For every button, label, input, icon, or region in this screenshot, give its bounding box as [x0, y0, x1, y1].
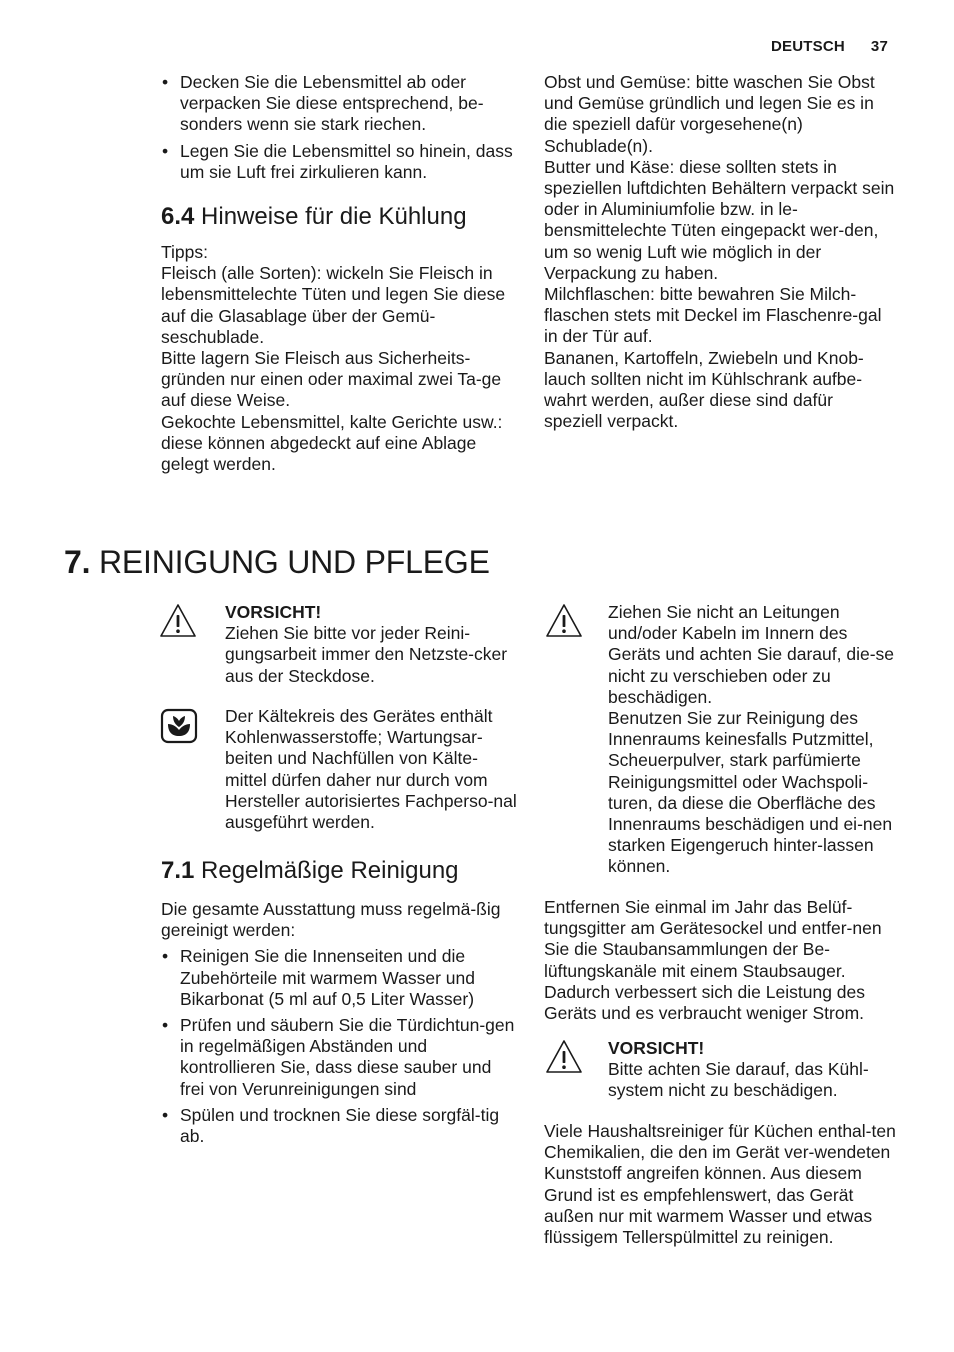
cleaning-bullets [161, 946, 515, 1147]
warning-triangle-icon [545, 603, 583, 639]
section-heading-7-1 [161, 857, 515, 885]
warning-title: VORSICHT! [225, 602, 322, 622]
tips-label: Tipps: [161, 242, 209, 263]
section-title: Hinweise für die Kühlung [201, 203, 467, 231]
bananas-paragraph: Bananen, Kartoffeln, Zwiebeln und Knob-lauch sollten nicht im Kühlschrank aufbe-wahrt werden, außer diese sind dafür speziell verpackt. [544, 347, 864, 432]
chapter-title: REINIGUNG UND PFLEGE [99, 544, 490, 580]
section-7-1 [161, 857, 515, 1152]
chapter-number: 7. [64, 544, 91, 580]
warning-block-unplug [225, 602, 515, 687]
warning-triangle-icon [545, 1039, 583, 1075]
storage-bullets [161, 72, 513, 183]
section-number: 7.1 [161, 857, 195, 884]
caution-cleaners-text: Benutzen Sie zur Reinigung des Innenraums keinesfalls Putzmittel, Scheuerpulver, stark parfümierte Reinigungsmittel oder Wachspoli-turen, da diese die Oberfläche des Innenraums beschädigen und ei-nen starken Eigengeruch hinter-lassen können. [608, 708, 893, 877]
butter-paragraph: Butter und Käse: diese sollten stets in speziellen luftdichten Behältern verpackt sein oder in Aluminiumfolie bzw. in le-bensmittelechte Tüten eingepackt wer-den, um so wenig Luft wie möglich in der Verpackung zu haben. [544, 156, 895, 283]
milk-paragraph: Milchflaschen: bitte bewahren Sie Milch-flaschen stets mit Deckel im Flaschenre-gal in der Tür auf. [544, 284, 882, 347]
section-title: Regelmäßige Reinigung [201, 857, 459, 884]
section-number: 6.4 [161, 203, 195, 231]
warning-text: Bitte achten Sie darauf, das Kühl-system nicht zu beschädigen. [608, 1059, 869, 1101]
chapter-heading [64, 542, 490, 582]
list-item: • Spülen und trocknen Sie diese sorgfäl-tig ab. [161, 1105, 515, 1147]
meat-safety-paragraph: Bitte lagern Sie Fleisch aus Sicherheits-gründen nur einen oder maximal zwei Ta-ge auf diese Weise. [161, 348, 502, 411]
grille-paragraph: Entfernen Sie einmal im Jahr das Belüf-tungsgitter am Gerätesockel und entfer-nen Sie die Staubansammlungen der Be-lüftungskanäle mit einem Staubsauger. Dadurch verbessert sich die Leistung des Geräts und es verbraucht weniger Strom. [544, 897, 882, 1024]
list-item: • Decken Sie die Lebensmittel ab oder verpacken Sie diese entsprechend, be-sonders wenn sie stark riechen. [161, 72, 513, 136]
section-heading-6-4 [161, 203, 513, 231]
meat-paragraph: Fleisch (alle Sorten): wickeln Sie Fleisch in lebensmittelechte Tüten und legen Sie diese auf die Glasablage über der Gemü-seschublade. [161, 263, 506, 347]
fruit-paragraph: Obst und Gemüse: bitte waschen Sie Obst und Gemüse gründlich und legen Sie es in die speziell dafür vorgesehene(n) Schublade(n). [544, 72, 875, 156]
grille-paragraph-block [544, 897, 896, 1024]
warning-text: Ziehen Sie bitte vor jeder Reini-gungsarbeit immer den Netzste-cker aus der Steckdose. [225, 623, 508, 686]
list-item: • Legen Sie die Lebensmittel so hinein, dass um sie Luft frei zirkulieren kann. [161, 141, 513, 183]
list-item: • Reinigen Sie die Innenseiten und die Zubehörteile mit warmem Wasser und Bikarbonat (5 ml auf 0,5 Liter Wasser) [161, 946, 515, 1010]
cleaning-intro: Die gesamte Ausstattung muss regelmä-ßig gereinigt werden: [161, 899, 501, 941]
list-item: • Prüfen und säubern Sie die Türdichtun-gen in regelmäßigen Abständen und kontrollieren Sie, dass diese sauber und frei von Verunreinigungen sind [161, 1015, 515, 1100]
cooked-food-paragraph: Gekochte Lebensmittel, kalte Gerichte usw.: diese können abgedeckt auf eine Ablage gelegt werden. [161, 411, 503, 475]
warning-block-cooling [608, 1038, 898, 1102]
environment-icon [160, 708, 198, 744]
top-right-column [544, 72, 896, 432]
caution-cables-text: Ziehen Sie nicht an Leitungen und/oder Kabeln im Innern des Geräts und achten Sie darauf, die-se nicht zu verschieben oder zu beschädigen. [608, 602, 895, 707]
header-language: DEUTSCH [771, 38, 845, 55]
caution-block-cables [608, 602, 898, 878]
environment-note [225, 706, 517, 833]
top-left-column [161, 72, 513, 475]
cleaners-paragraph-block [544, 1121, 896, 1248]
warning-triangle-icon [159, 603, 197, 639]
environment-text: Der Kältekreis des Gerätes enthält Kohlenwasserstoffe; Wartungsar-beiten und Nachfüllen von Kälte-mittel dürfen daher nur durch vom Hersteller autorisiertes Fachperso-nal ausgeführt werden. [225, 706, 517, 833]
page-number: 37 [870, 38, 888, 55]
warning-title: VORSICHT! [608, 1038, 705, 1058]
cleaners-paragraph: Viele Haushaltsreiniger für Küchen enthal-ten Chemikalien, die den im Gerät ver-wendeten Kunststoff angreifen können. Aus diesem Grund ist es empfehlenswert, das Gerät außen nur mit warmem Wasser und etwas flüssigem Tellerspülmittel zu reinigen. [544, 1121, 896, 1248]
page-header [771, 38, 888, 55]
